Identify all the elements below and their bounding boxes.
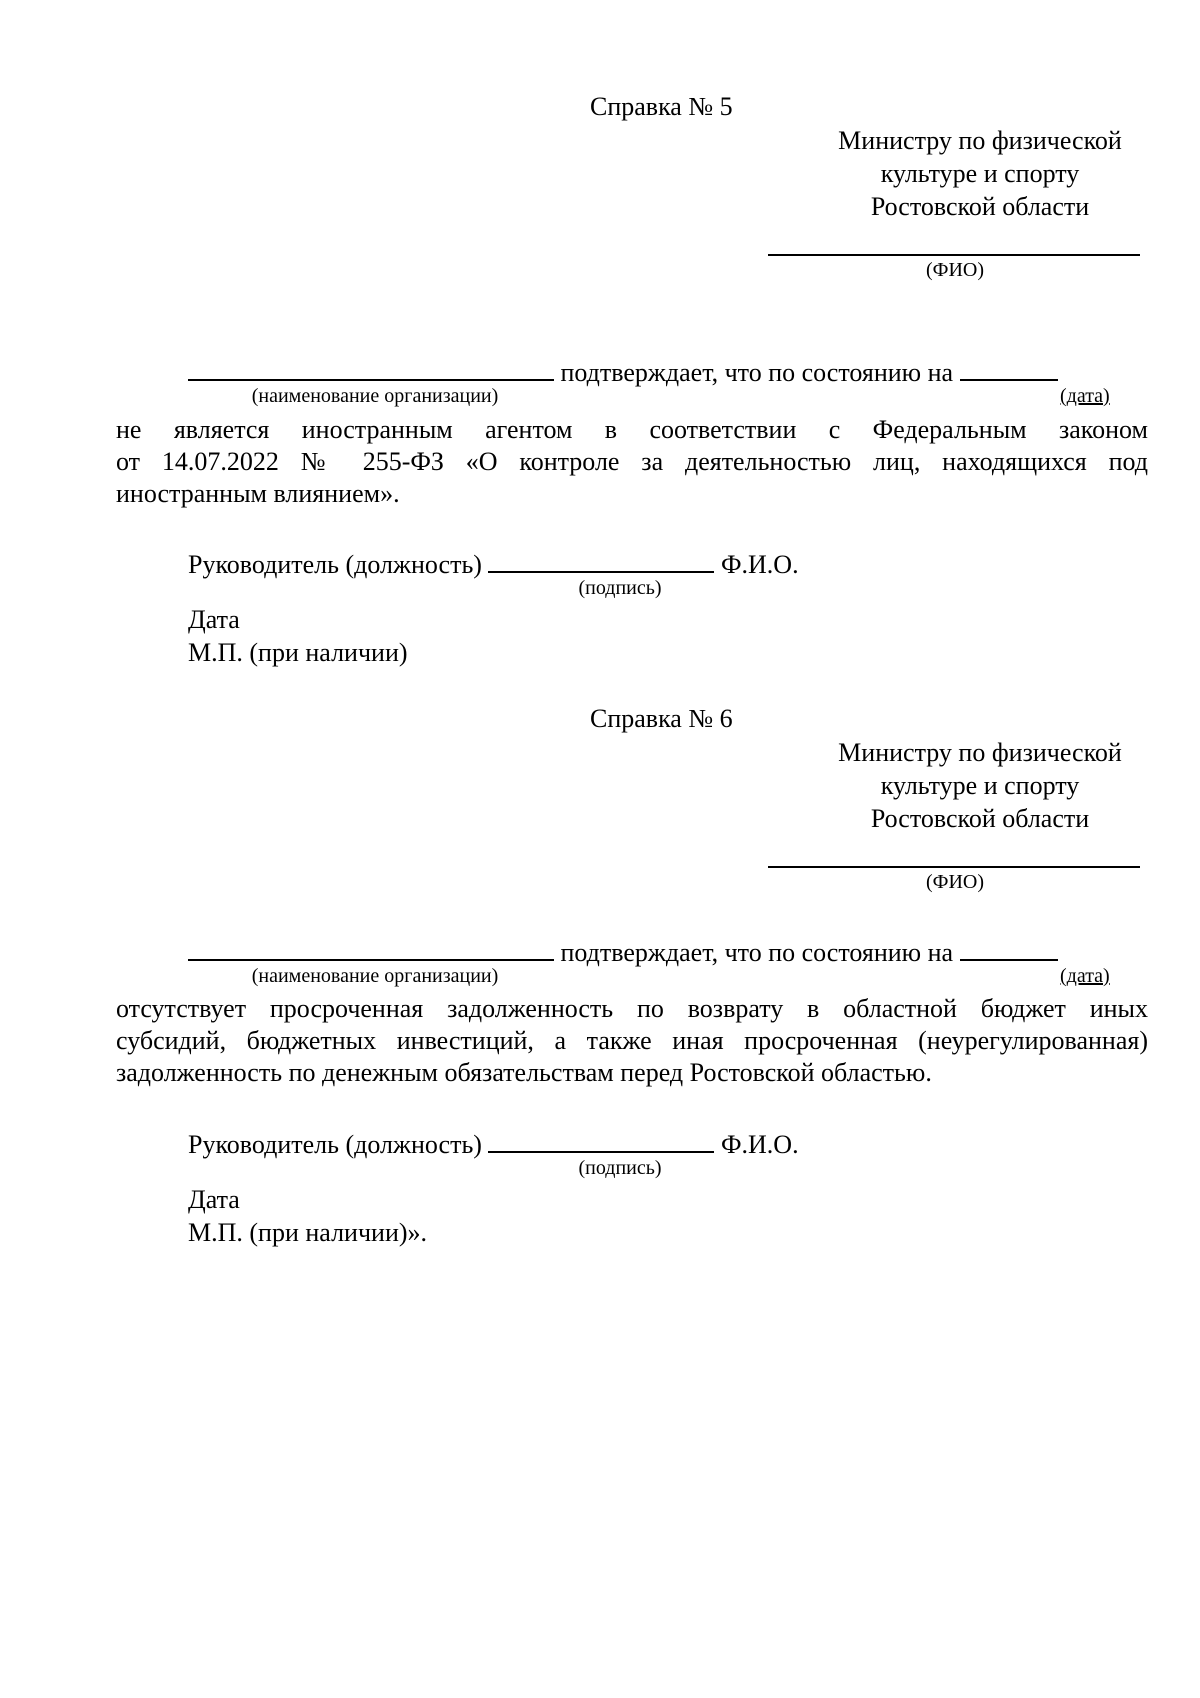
organization-blank <box>188 355 554 381</box>
signer-label: Руководитель (должность) <box>188 550 482 579</box>
confirm-text: подтверждает, что по состоянию на <box>560 358 954 387</box>
fio-line <box>768 866 1140 868</box>
addressee-block <box>760 736 1200 835</box>
addressee-line: Министру по физической <box>838 738 1122 767</box>
confirm-text: подтверждает, что по состоянию на <box>560 938 954 967</box>
seal-label: М.П. (при наличии)». <box>188 1218 428 1247</box>
organization-blank <box>188 935 554 961</box>
body-paragraph <box>116 414 1148 510</box>
signer-name: Ф.И.О. <box>720 1130 799 1159</box>
addressee-line: культуре и спорту <box>880 771 1080 800</box>
organization-caption: (наименование организации) <box>251 385 499 407</box>
body-line: от 14.07.2022 № 255-ФЗ «О контроле за деятельностью лиц, находящихся под <box>116 447 1148 476</box>
date-blank <box>960 935 1058 961</box>
signature-caption: (подпись) <box>578 1157 662 1179</box>
addressee-block <box>760 124 1200 223</box>
body-line: субсидий, бюджетных инвестиций, а также иная просроченная (неурегулированная) <box>116 1026 1148 1055</box>
body-paragraph <box>116 993 1148 1089</box>
body-line: отсутствует просроченная задолженность по возврату в областной бюджет иных <box>116 994 1148 1023</box>
signer-line <box>188 547 799 578</box>
body-line: иностранным влиянием». <box>116 479 400 508</box>
signer-label: Руководитель (должность) <box>188 1130 482 1159</box>
date-blank <box>960 355 1058 381</box>
organization-caption: (наименование организации) <box>251 965 499 987</box>
addressee-line: Ростовской области <box>870 192 1090 221</box>
fio-caption: (ФИО) <box>925 871 984 893</box>
certificate-title: Справка № 6 <box>590 704 733 733</box>
signer-line <box>188 1127 799 1158</box>
signature-blank <box>488 1127 714 1153</box>
body-line: не является иностранным агентом в соответствии с Федеральным законом <box>116 415 1148 444</box>
addressee-line: Ростовской области <box>870 804 1090 833</box>
date-label: Дата <box>188 1185 240 1214</box>
body-line: задолженность по денежным обязательствам перед Ростовской областью. <box>116 1058 932 1087</box>
confirm-line <box>188 355 1058 386</box>
signature-caption: (подпись) <box>578 577 662 599</box>
fio-line <box>768 254 1140 256</box>
certificate-title: Справка № 5 <box>590 92 733 121</box>
date-label: Дата <box>188 605 240 634</box>
signer-name: Ф.И.О. <box>720 550 799 579</box>
addressee-line: культуре и спорту <box>880 159 1080 188</box>
addressee-line: Министру по физической <box>838 126 1122 155</box>
date-caption: (дата) <box>1060 385 1110 407</box>
fio-caption: (ФИО) <box>925 259 984 281</box>
signature-blank <box>488 547 714 573</box>
seal-label: М.П. (при наличии) <box>188 638 408 667</box>
confirm-line <box>188 935 1058 966</box>
date-caption: (дата) <box>1060 965 1110 987</box>
